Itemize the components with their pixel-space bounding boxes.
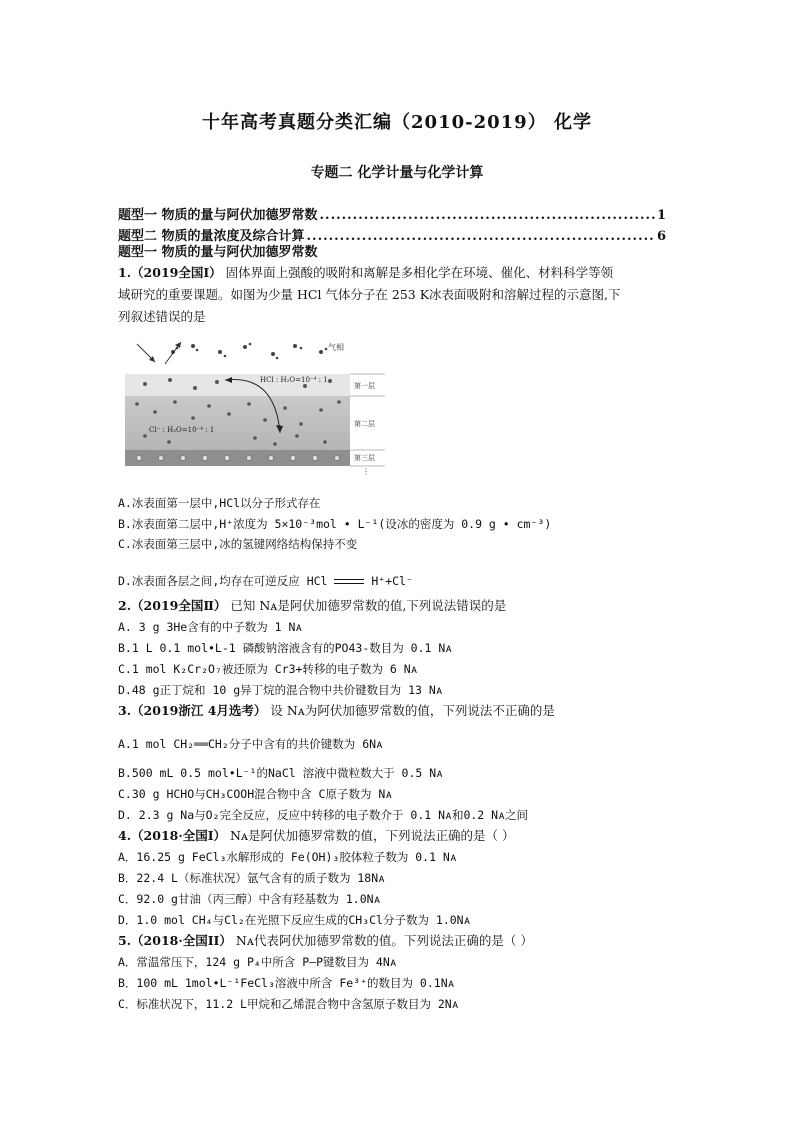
toc-entry[interactable] — [118, 204, 666, 223]
q5-option-b: B．100 mL 1mol•L⁻¹FeCl₃溶液中所含 Fe³⁺的数目为 0.1Nᴀ — [118, 976, 455, 990]
more-layers-ellipsis: ⋮ — [362, 467, 370, 476]
q3-stem-line — [118, 702, 555, 720]
q2-stem-line — [118, 597, 506, 615]
reversible-arrow-icon — [334, 577, 364, 587]
ratio-1-label: HCl : H₂O=10⁻⁴ : 1 — [260, 376, 328, 384]
q1-option-c: C.冰表面第三层中,冰的氢键网络结构保持不变 — [118, 537, 358, 551]
q4-stem-line — [118, 827, 515, 845]
section-heading: 题型一 物质的量与阿伏加德罗常数 — [118, 245, 318, 260]
layer-1-label: 第一层 — [354, 382, 375, 390]
layer-2-band — [125, 396, 350, 450]
gas-phase-label: 气相 — [328, 343, 344, 352]
ice-surface-diagram — [125, 338, 390, 478]
q1-option-b: B.冰表面第二层中,H⁺浓度为 5×10⁻³mol • L⁻¹(设冰的密度为 0.9 g • cm⁻³) — [118, 517, 552, 531]
q4-option-d: D．1.0 mol CH₄与Cl₂在光照下反应生成的CH₃Cl分子数为 1.0Nᴀ — [118, 913, 471, 927]
q5-stem: Nᴀ代表阿伏加德罗常数的值。下列说法正确的是（ ） — [235, 933, 533, 948]
q5-stem-line — [118, 932, 533, 950]
q5-option-c: C．标准状况下，11.2 L甲烷和乙烯混合物中含氢原子数目为 2Nᴀ — [118, 997, 459, 1011]
q2-option-d: D.48 g正丁烷和 10 g异丁烷的混合物中共价键数目为 13 Nᴀ — [118, 683, 443, 697]
q2-option-b: B.1 L 0.1 mol•L-1 磷酸钠溶液含有的PO43-数目为 0.1 Nᴀ — [118, 641, 453, 655]
toc-entry-page: 6 — [656, 229, 666, 244]
gas-molecules — [171, 343, 327, 360]
layer-2-label: 第二层 — [354, 420, 375, 428]
q4-option-b: B．22.4 L（标准状况）氩气含有的质子数为 18Nᴀ — [118, 871, 386, 885]
q2-number: 2.（2019全国Ⅱ） — [118, 598, 227, 613]
q1-stem-2: 域研究的重要课题。如图为少量 HCl 气体分子在 253 K冰表面吸附和溶解过程的示意图,下 — [118, 287, 621, 302]
q3-stem: 设 Nᴀ为阿伏加德罗常数的值，下列说法不正确的是 — [270, 703, 555, 718]
document-title: 十年高考真题分类汇编（2010-2019） 化学 — [202, 112, 592, 133]
q4-stem: Nᴀ是阿伏加德罗常数的值，下列说法正确的是（ ） — [230, 828, 515, 843]
q3-option-c: C.30 g HCHO与CH₃COOH混合物中含 C原子数为 Nᴀ — [118, 787, 393, 801]
layer-3-label: 第三层 — [354, 454, 375, 462]
toc-leader — [320, 208, 655, 223]
q2-option-c: C.1 mol K₂Cr₂O₇被还原为 Cr3+转移的电子数为 6 Nᴀ — [118, 662, 418, 676]
document-subtitle: 专题二 化学计量与化学计算 — [310, 165, 484, 181]
q1-number: 1.（2019全国Ⅰ） — [118, 265, 222, 280]
q5-number: 5.（2018·全国II） — [118, 933, 232, 948]
q4-option-a: A．16.25 g FeCl₃水解形成的 Fe(OH)₃胶体粒子数为 0.1 Nᴀ — [118, 850, 457, 864]
q2-stem: 已知 Nᴀ是阿伏加德罗常数的值,下列说法错误的是 — [230, 598, 507, 613]
q5-option-a: A．常温常压下，124 g P₄中所含 P—P键数目为 4Nᴀ — [118, 955, 397, 969]
q3-option-d: D. 2.3 g Na与O₂完全反应，反应中转移的电子数介于 0.1 Nᴀ和0.2 Nᴀ之间 — [118, 808, 528, 822]
q1-option-d — [118, 572, 413, 590]
q3-option-a: A.1 mol CH₂══CH₂分子中含有的共价键数为 6Nᴀ — [118, 737, 383, 751]
q2-option-a: A. 3 g 3He含有的中子数为 1 Nᴀ — [118, 620, 303, 634]
toc-entry-label: 题型二 物质的量浓度及综合计算 — [118, 229, 305, 244]
q1-option-a: A.冰表面第一层中,HCl以分子形式存在 — [118, 496, 321, 510]
toc-entry-page: 1 — [656, 208, 666, 223]
q3-option-b: B.500 mL 0.5 mol•L⁻¹的NaCl 溶液中微粒数大于 0.5 Nᴀ — [118, 766, 444, 780]
q1-line1 — [118, 264, 613, 282]
q3-number: 3.（2019浙江 4月选考） — [118, 703, 267, 718]
toc-leader — [307, 229, 655, 244]
q4-option-c: C．92.0 g甘油（丙三醇）中含有羟基数为 1.0Nᴀ — [118, 892, 381, 906]
q1-option-d-text: D.冰表面各层之间,均存在可逆反应 HCl — [118, 574, 328, 588]
q1-stem-3: 列叙述错误的是 — [118, 309, 206, 324]
q1-option-d-products: H⁺+Cl⁻ — [371, 574, 413, 588]
toc-entry-label: 题型一 物质的量与阿伏加德罗常数 — [118, 208, 318, 223]
q4-number: 4.（2018·全国I） — [118, 828, 227, 843]
ratio-2-label: Cl⁻ : H₂O=10⁻⁴ : 1 — [149, 426, 215, 434]
q1-stem-1: 固体界面上强酸的吸附和离解是多相化学在环境、催化、材料科学等领 — [225, 265, 614, 280]
toc-entry[interactable] — [118, 225, 666, 244]
